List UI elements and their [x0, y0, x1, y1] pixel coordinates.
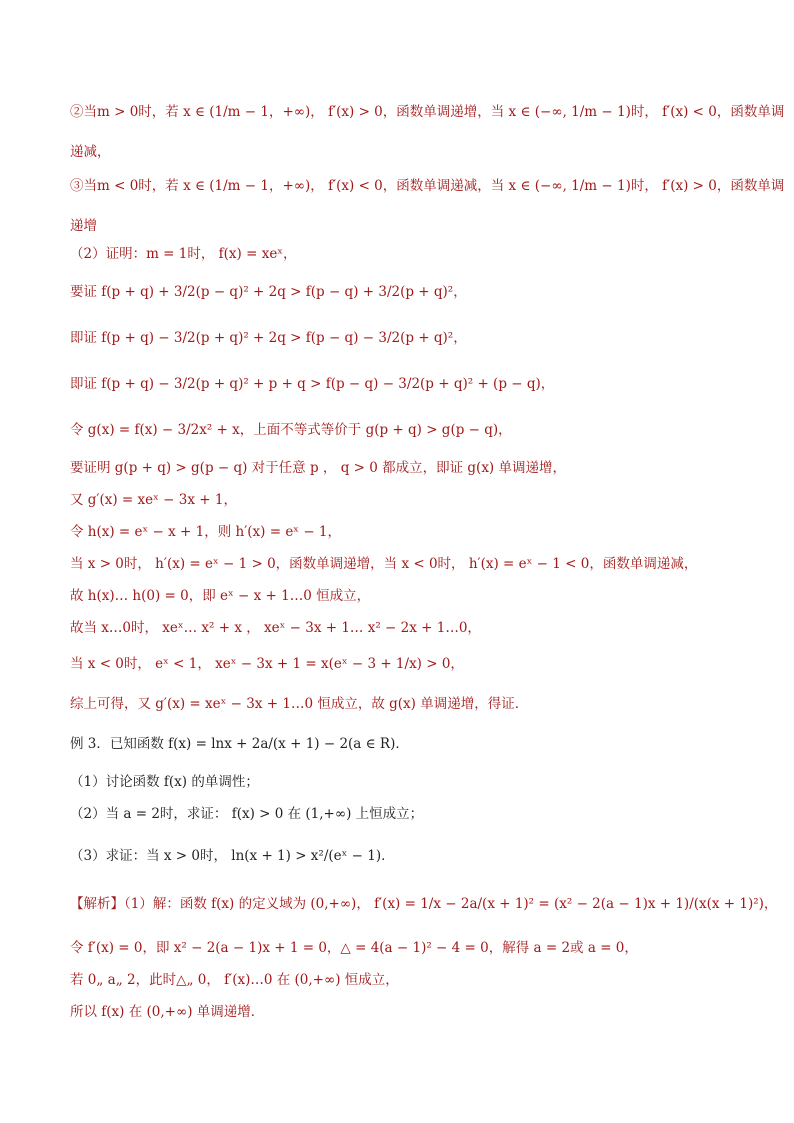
analysis-line: 【解析】（1）解：函数 f(x) 的定义域为 (0,+∞)， f′(x) = 1/x − 2a/(x + 1)² = (x² − 2(a − 1)x + 1)/(x(x + 1)²)， [70, 896, 778, 912]
text-line: 综上可得，又 g′(x) = xeˣ − 3x + 1…0 恒成立，故 g(x) 单调递增，得证． [70, 696, 529, 712]
text-line: 当 x > 0时， h′(x) = eˣ − 1 > 0，函数单调递增，当 x < 0时， h′(x) = eˣ − 1 < 0，函数单调递减， [70, 556, 698, 572]
text-line: 令 f′(x) = 0，即 x² − 2(a − 1)x + 1 = 0，△ = 4(a − 1)² − 4 = 0，解得 a = 2或 a = 0， [70, 940, 638, 956]
text-line: ③当m < 0时，若 x ∈ (1/m − 1，+∞)， f′(x) < 0，函数单调递减，当 x ∈ (−∞, 1/m − 1)时， f′(x) > 0，函数单调 [70, 178, 785, 194]
text-line: 当 x < 0时， eˣ < 1， xeˣ − 3x + 1 = x(eˣ − 3 + 1/x) > 0， [70, 656, 464, 672]
text-line: ②当m > 0时，若 x ∈ (1/m − 1，+∞)， f′(x) > 0，函数单调递增，当 x ∈ (−∞, 1/m − 1)时， f′(x) < 0，函数单调 [70, 104, 785, 120]
text-line: 即证 f(p + q) − 3/2(p + q)² + 2q > f(p − q) − 3/2(p + q)²， [70, 330, 467, 346]
example-heading: 例 3．已知函数 f(x) = lnx + 2a/(x + 1) − 2(a ∈ R)． [70, 736, 409, 752]
text-line: 令 g(x) = f(x) − 3/2x² + x，上面不等式等价于 g(p + q) > g(p − q)， [70, 422, 512, 438]
text-line: 又 g′(x) = xeˣ − 3x + 1， [70, 492, 237, 508]
text-line: （3）求证：当 x > 0时， ln(x + 1) > x²/(eˣ − 1)． [70, 848, 395, 864]
text-line: （2）当 a = 2时，求证： f(x) > 0 在 (1,+∞) 上恒成立； [70, 806, 424, 822]
text-line: （2）证明：m = 1时， f(x) = xeˣ， [70, 246, 297, 262]
text-line: 所以 f(x) 在 (0,+∞) 单调递增． [70, 1004, 265, 1020]
text-line: 要证 f(p + q) + 3/2(p − q)² + 2q > f(p − q) + 3/2(p + q)²， [70, 284, 467, 300]
text-line: 故 h(x)… h(0) = 0，即 eˣ − x + 1…0 恒成立， [70, 588, 371, 604]
text-line: 故当 x…0时， xeˣ… x² + x ， xeˣ − 3x + 1… x² − 2x + 1…0， [70, 620, 481, 636]
text-line: 要证明 g(p + q) > g(p − q) 对于任意 p ， q > 0 都成立，即证 g(x) 单调递增， [70, 460, 566, 476]
text-line: 若 0„ a„ 2，此时△„ 0， f′(x)…0 在 (0,+∞) 恒成立， [70, 972, 399, 988]
text-line: 递减， [70, 144, 111, 160]
text-line: 即证 f(p + q) − 3/2(p + q)² + p + q > f(p − q) − 3/2(p + q)² + (p − q)， [70, 376, 555, 392]
text-line: （1）讨论函数 f(x) 的单调性； [70, 774, 259, 790]
text-line: 令 h(x) = eˣ − x + 1，则 h′(x) = eˣ − 1， [70, 524, 342, 540]
text-line: 递增 [70, 218, 97, 234]
